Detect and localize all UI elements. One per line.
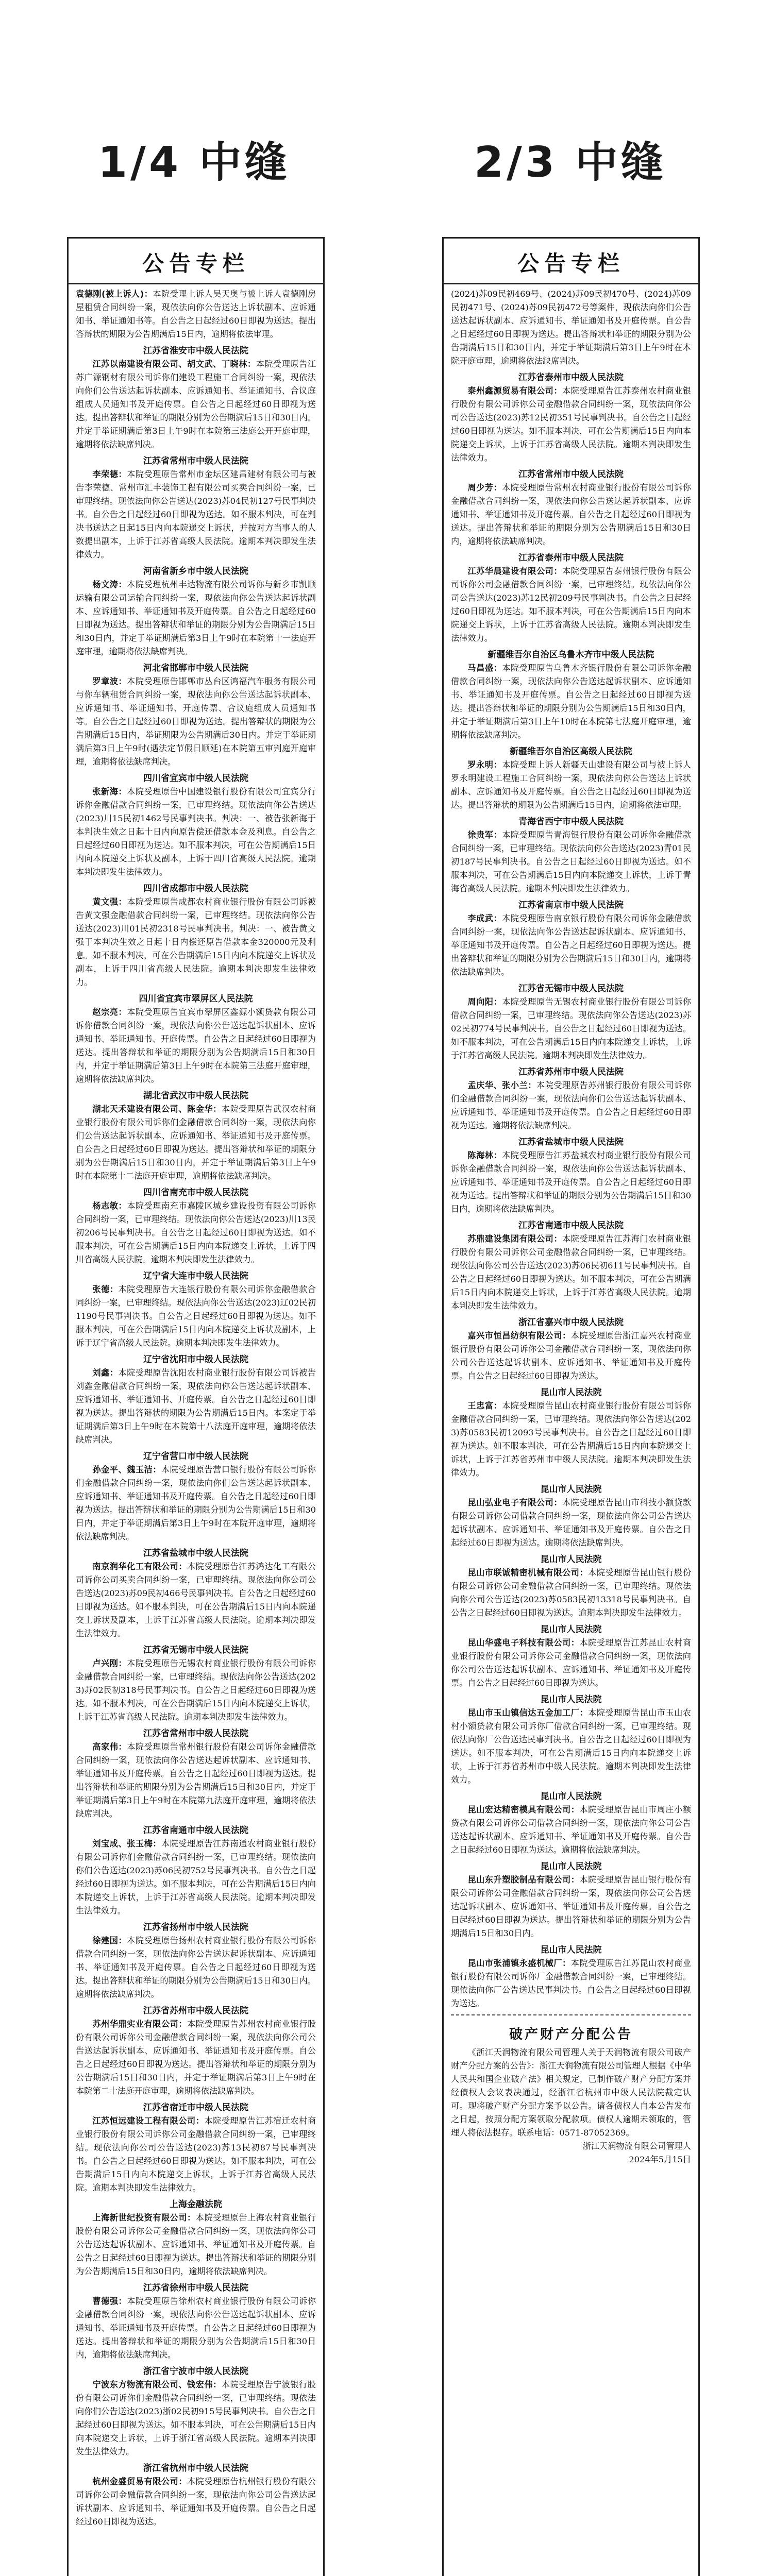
court-name: 青海省西宁市中级人民法院 bbox=[518, 817, 624, 827]
notice-addressee: 杨志敏： bbox=[92, 1201, 127, 1211]
notice-paragraph bbox=[451, 1803, 691, 1857]
notice-addressee: 周少芳： bbox=[467, 483, 502, 493]
court-name: 昆山市人民法院 bbox=[540, 1694, 602, 1705]
court-name: 江苏省盐城市中级人民法院 bbox=[518, 1137, 624, 1147]
notice-addressee: 湖北天禾建设有限公司、陈金华： bbox=[92, 1104, 222, 1114]
notice-paragraph bbox=[76, 895, 316, 989]
notice-item bbox=[451, 1623, 691, 1690]
notice-item bbox=[451, 1790, 691, 1857]
court-name: 昆山市人民法院 bbox=[540, 1484, 602, 1495]
special-notice-date: 2024年5月15日 bbox=[629, 2155, 691, 2164]
notice-body: 本院受理原告昆山银行股份有限公司诉你公司金融借款合同纠纷一案，现依法向你公司公告送达起诉状副本、应诉通知书、举证通知书及开庭传票。自公告之日起经过60日即视为送达。提出答辩状和举证的期限分别为公告期满后15日和30日内。 bbox=[451, 1875, 692, 1938]
notice-paragraph bbox=[76, 2211, 316, 2278]
gutter-label-left: 1/4 中缝 bbox=[98, 138, 290, 187]
notice-body: 本院受理原告常州市金坛区建昌建材有限公司与被告李荣德、常州市汇丰装饰工程有限公司买卖合同纠纷一案，已审理终结。现依法向你公告送达(2023)苏04民初127号民事判决书。自公告之日起经过60日即视为送达。如不服本判决，可在判决书送达之日起15日内向本院递交上诉状，并按对方当事人的人数提出副本，上诉于江苏省高级人民法院。逾期本判决即发生法律效力。 bbox=[76, 469, 316, 560]
notice-paragraph bbox=[451, 481, 691, 548]
notice-body: 本院受理原告大连银行股份有限公司诉你金融借款合同纠纷一案，已审理终结。现依法向你公告送达(2023)辽02民初1190号民事判决书。自公告之日起经过60日即视为送达。如不服本判决，可在公告期满后15日内向本院递交上诉状及副本，上诉于辽宁省高级人民法院。逾期本判决即发生法律效力。 bbox=[76, 1284, 316, 1348]
notice-body: 本院受理原告泰州银行股份有限公司诉你公司金融借款合同纠纷一案，已审理终结。现依法向你公司公告送达(2023)苏12民初209号民事判决书。自公告之日起经过60日即视为送达。如不服本判决，可在公告期满后15日内向本院递交上诉状，上诉于江苏省高级人民法院。逾期本判决即发生法律效力。 bbox=[451, 566, 692, 643]
notice-paragraph bbox=[76, 2378, 316, 2459]
notice-paragraph bbox=[76, 785, 316, 879]
notice-paragraph bbox=[76, 1103, 316, 1183]
notice-paragraph bbox=[76, 578, 316, 658]
notice-item bbox=[76, 344, 316, 451]
court-name: 江苏省宿迁市中级人民法院 bbox=[143, 2103, 248, 2113]
notice-column-left bbox=[67, 237, 325, 2576]
court-name: 浙江省嘉兴市中级人民法院 bbox=[518, 1317, 624, 1328]
notice-paragraph bbox=[76, 468, 316, 562]
notice-addressee: 昆山市联诚精密机械有限公司： bbox=[467, 1568, 589, 1578]
court-name: 浙江省杭州市中级人民法院 bbox=[143, 2463, 248, 2473]
notice-paragraph bbox=[451, 758, 691, 812]
court-name: 四川省宜宾市中级人民法院 bbox=[143, 773, 248, 784]
notice-addressee: 李成武： bbox=[467, 913, 502, 923]
notice-body: 本院受理南充市嘉陵区城乡建设投资有限公司诉你合同纠纷一案，已审理终结。现依法向你公告送达(2023)川13民初206号民事判决书。自公告之日起经过60日即视为送达。如不服本判决，可在公告期满后15日内向本院递交上诉状，上诉于四川省高级人民法院。逾期本判决即发生法律效力。 bbox=[76, 1201, 316, 1264]
gutter-label-right: 2/3 中缝 bbox=[474, 138, 666, 187]
notice-item bbox=[76, 287, 316, 341]
notice-item bbox=[451, 1219, 691, 1313]
notice-paragraph bbox=[76, 358, 316, 451]
notice-body: 本院受理原告昆山市科技小额贷款有限公司诉你公司借款合同纠纷一案，现依法向你公司公告送达起诉状副本、应诉通知书、举证通知书及开庭传票。自公告之日起经过60日即视为送达。逾期将依法缺席判决。 bbox=[451, 1498, 692, 1548]
notice-paragraph bbox=[451, 1232, 691, 1313]
notice-item bbox=[451, 1316, 691, 1383]
notice-item bbox=[76, 1547, 316, 1640]
notice-body: 本院受理原告江苏南通农村商业银行股份有限公司诉你们金融借款合同纠纷一案，已审理终结。现依法向你们公告送达(2023)苏06民初752号民事判决书。自公告之日起经过60日即视为送达。如不服本判决，可在公告期满后15日内向本院递交上诉状，上诉于江苏省高级人民法院。逾期本判决即发生法律效力。 bbox=[76, 1839, 316, 1916]
notice-body: 本院受理原告扬州农村商业银行股份有限公司诉你借款合同纠纷一案，现依法向你公告送达起诉状副本、应诉通知书、举证通知书及开庭传票。自公告之日起经过60日即视为送达。提出答辩状和举证的期限分别为公告期满后15日和30日内。逾期将依法缺席判决。 bbox=[76, 1936, 316, 1999]
court-name: 昆山市人民法院 bbox=[540, 1945, 602, 1955]
notice-body: 本院受理原告江苏昆山农村商业银行股份有限公司诉你公司金融借款合同纠纷一案，现依法向你公司公告送达起诉状副本、应诉通知书、举证通知书及开庭传票。自公告之日起经过60日即视为送达。 bbox=[451, 1638, 692, 1688]
notice-body: 本院受理原告乌鲁木齐银行股份有限公司诉你金融借款合同纠纷一案，现依法向你公告送达起诉状副本、应诉通知书、举证通知书及开庭传票。自公告之日起经过60日即视为送达。提出答辩状和举证的期限分别为公告期满后15日和30日内，并定于举证期满后第3日上午10时在本院第七法庭开庭审理，逾期将依法缺席判决。 bbox=[451, 663, 692, 740]
notice-item bbox=[451, 982, 691, 1062]
notice-paragraph bbox=[451, 384, 691, 465]
notice-body: 本院受理原告苏州农村商业银行股份有限公司诉你公司金融借款合同纠纷一案，现依法向你公司公告送达起诉状副本、应诉通知书、举证通知书及开庭传票。自公告之日起经过60日即视为送达。提出答辩状和举证的期限分别为公告期满后15日和30日内，并定于举证期满后第3日上午9时在本院第二十法庭开庭审理，逾期将依法缺席判决。 bbox=[76, 2019, 316, 2096]
notice-addressee: 昆山东升塑胶制品有限公司： bbox=[467, 1875, 580, 1885]
notice-item bbox=[76, 992, 316, 1086]
notice-paragraph bbox=[76, 2295, 316, 2362]
special-notice-signature: 浙江天润物流有限公司管理人 bbox=[582, 2141, 691, 2151]
notice-paragraph bbox=[76, 2475, 316, 2529]
notice-addressee: 杭州金盛贸易有限公司： bbox=[92, 2477, 188, 2486]
notice-paragraph bbox=[76, 1837, 316, 1918]
notice-addressee: 上海新世纪投资有限公司： bbox=[92, 2213, 196, 2223]
notice-addressee: 南京润华化工有限公司： bbox=[92, 1562, 188, 1571]
divider bbox=[451, 2014, 691, 2015]
notice-item bbox=[451, 551, 691, 645]
notice-paragraph bbox=[451, 1329, 691, 1383]
court-name: 上海金融法院 bbox=[170, 2199, 222, 2210]
notice-item bbox=[451, 1553, 691, 1620]
notice-body: 本院受理上诉人吴天奥与被上诉人袁德刚房屋租赁合同纠纷一案，现依法向你公告送达上诉状副本、应诉通知书、举证通知书等。自公告之日起经过60日即视为送达。提出答辩状的期限为公告期满后15日内，逾期将依法审理。 bbox=[76, 289, 316, 339]
notice-addressee: 徐贵军： bbox=[467, 830, 502, 840]
notice-item bbox=[76, 2462, 316, 2529]
notice-item bbox=[76, 454, 316, 562]
notice-body: 本院受理原告无锡农村商业银行股份有限公司诉你金融借款合同纠纷一案，已审理终结。现依法向你公告送达(2023)苏02民初318号民事判决书。自公告之日起经过60日即视为送达。如不服本判决，可在公告期满后15日内向本院递交上诉状，上诉于江苏省高级人民法院。逾期本判决即发生法律效力。 bbox=[76, 1658, 316, 1722]
court-name: 四川省南充市中级人民法院 bbox=[143, 1188, 248, 1198]
court-name: 江苏省南通市中级人民法院 bbox=[518, 1221, 624, 1231]
court-name: 湖北省武汉市中级人民法院 bbox=[143, 1091, 248, 1101]
notice-body: 本院受理原告昆山银行股份有限公司诉你公司金融借款合同纠纷一案，已审理终结。现依法向你公司公告送达(2023)苏0583民初13318号民事判决书。自公告之日起经过60日即视为送达。逾期本判决即发生法律效力。 bbox=[451, 1568, 692, 1618]
notice-addressee: 宁波东方物流有限公司、钱宏伟： bbox=[92, 2380, 222, 2389]
court-name: 江苏省常州市中级人民法院 bbox=[143, 456, 248, 466]
notice-paragraph bbox=[451, 1496, 691, 1550]
notice-item bbox=[451, 815, 691, 895]
court-name: 江苏省无锡市中级人民法院 bbox=[518, 984, 624, 994]
notice-addressee: 昆山市玉山镇信达五金加工厂： bbox=[467, 1708, 589, 1718]
notice-addressee: 周向阳： bbox=[467, 997, 502, 1007]
notice-addressee: 卢兴刚： bbox=[92, 1658, 127, 1668]
notice-body: 本院受理原告江苏广源钢材有限公司诉你们建设工程施工合同纠纷一案，现依法向你们公告送达起诉状副本、应诉通知书、举证通知书、合议庭组成人员通知书及开庭传票。自公告之日起经过60日即视为送达。提出答辩状和举证的期限分别为公告期满后15日和30日内。并定于举证期满后第3日上午9时在本院第三法庭公开开庭审理，逾期将依法缺席判决。 bbox=[76, 359, 316, 449]
notice-list bbox=[451, 287, 691, 2010]
notice-item bbox=[451, 899, 691, 979]
notice-item bbox=[76, 2198, 316, 2278]
notice-paragraph bbox=[451, 1873, 691, 1940]
court-name: 江苏省南京市中级人民法院 bbox=[518, 900, 624, 910]
notice-body: 本院受理原告常州农村商业银行股份有限公司诉你金融借款合同纠纷一案，现依法向你公告送达起诉状副本、应诉通知书、举证通知书及开庭传票。自公告之日起经过60日即视为送达。提出答辩状和举证的期限分别为公告期满后15日和30日内，逾期将依法缺席判决。 bbox=[451, 483, 692, 546]
court-name: 江苏省苏州市中级人民法院 bbox=[143, 2006, 248, 2016]
notice-item bbox=[76, 662, 316, 769]
court-name: 江苏省常州市中级人民法院 bbox=[143, 1728, 248, 1739]
court-name: 江苏省徐州市中级人民法院 bbox=[143, 2283, 248, 2293]
notice-body: 本院受理原告无锡农村商业银行股份有限公司诉你借款合同纠纷一案，已审理终结。现依法向你公告送达(2023)苏02民初774号民事判决书。自公告之日起经过60日即视为送达。如不服本判决，可在公告期满后15日内向本院递交上诉状，上诉于江苏省高级人民法院。逾期本判决即发生法律效力。 bbox=[451, 997, 692, 1060]
court-name: 辽宁省沈阳市中级人民法院 bbox=[143, 1354, 248, 1365]
notice-addressee: 张新海： bbox=[92, 787, 127, 796]
special-notice-body: 《浙江天润物流有限公司管理人关于天润物流有限公司破产财产分配方案的公告》：浙江天润物流有限公司管理人根据《中华人民共和国企业破产法》相关规定，已制作破产财产分配方案并经债权人会议表决通过，经浙江省杭州市中级人民法院裁定认可。现将破产财产分配方案予以公告。请各债权人自本公告发布之日起，按照分配方案领取分配款项。债权人逾期未领取的，管理人将依法提存。联系电话：0571-87052369。 bbox=[451, 2047, 691, 2138]
notice-body: 本院受理上诉人新疆天山建设有限公司与被上诉人罗永明建设工程施工合同纠纷一案，现依法向你公告送达上诉状副本、应诉通知书及开庭传票。自公告之日起经过60日即视为送达。提出答辩状的期限为公告期满后15日内，逾期将依法审理。 bbox=[451, 760, 692, 810]
court-name: 江苏省泰州市中级人民法院 bbox=[518, 372, 624, 383]
notice-item bbox=[451, 468, 691, 548]
court-name: 昆山市人民法院 bbox=[540, 1554, 602, 1565]
notice-addressee: 刘宝成、张玉梅： bbox=[92, 1839, 161, 1849]
notice-body: 本院受理原告中国建设银行股份有限公司宜宾分行诉你金融借款合同纠纷一案，已审理终结。现依法向你公告送达(2023)川15民初1462号民事判决书。判决：一、被告张新海于本判决生效之日起十日内向原告偿还借款本金及利息。自公告之日起经过60日即视为送达。如不服本判决，可在公告期满后15日内向本院递交上诉状及副本，上诉于四川省高级人民法院。逾期本判决即发生法律效力。 bbox=[76, 787, 316, 877]
court-name: 河南省新乡市中级人民法院 bbox=[143, 566, 248, 577]
notice-list bbox=[76, 287, 316, 2529]
notice-paragraph bbox=[76, 1366, 316, 1447]
notice-paragraph bbox=[451, 1636, 691, 1690]
notice-body: 本院受理原告江苏宿迁农村商业银行股份有限公司诉你公司金融借款合同纠纷一案，已审理终结。现依法向你公司公告送达(2023)苏13民初87号民事判决书。自公告之日起经过60日即视为送达。如不服本判决，可在公告期满后15日内向本院递交上诉状，上诉于江苏省高级人民法院。逾期本判决即发生法律效力。 bbox=[76, 2116, 316, 2193]
notice-body: (2024)苏09民初469号、(2024)苏09民初470号、(2024)苏09民初471号、(2024)苏09民初472号等案件，现依法向你们公告送达起诉状副本、应诉通知书、举证通知书及开庭传票。自公告之日起经过60日即视为送达。提出答辩状和举证的期限分别为公告期满后15日和30日内，并定于举证期满后第3日上午9时在本院开庭审理，逾期将依法缺席判决。 bbox=[451, 289, 691, 366]
notice-addressee: 陈海林： bbox=[467, 1150, 502, 1160]
notice-item bbox=[451, 1386, 691, 1480]
court-name: 江苏省淮安市中级人民法院 bbox=[143, 346, 248, 356]
special-notice-title: 破产财产分配公告 bbox=[509, 2027, 633, 2042]
notice-addressee: 张德： bbox=[92, 1284, 119, 1294]
court-name: 江苏省盐城市中级人民法院 bbox=[143, 1548, 248, 1558]
special-notice bbox=[451, 2046, 691, 2166]
court-name: 昆山市人民法院 bbox=[540, 1624, 602, 1635]
notice-body: 本院受理原告武汉农村商业银行股份有限公司诉你们金融借款合同纠纷一案，现依法向你们公告送达起诉状副本、应诉通知书、举证通知书及开庭传票。自公告之日起经过60日即视为送达。提出答辩状和举证的期限分别为公告期满后15日和30日内，并定于举证期满后第3日上午9时在本院第十二法庭开庭审理，逾期将依法缺席判决。 bbox=[76, 1104, 316, 1181]
notice-item bbox=[76, 2281, 316, 2362]
court-name: 江苏省常州市中级人民法院 bbox=[518, 469, 624, 480]
court-name: 江苏省苏州市中级人民法院 bbox=[518, 1067, 624, 1077]
notice-body: 本院受理原告成都农村商业银行股份有限公司诉被告黄文强金融借款合同纠纷一案，已审理终结。现依法向你公告送达(2023)川01民初2318号民事判决书。判决：一、被告黄文强于本判决生效之日起十日内偿还原告借款本金320000元及利息。如不服本判决，可在公告期满后15日内向本院递交上诉状及副本，上诉于四川省高级人民法院。逾期本判决即发生法律效力。 bbox=[76, 897, 316, 987]
notice-item bbox=[76, 1727, 316, 1821]
notice-addressee: 孟庆华、张小兰： bbox=[467, 1080, 536, 1090]
notice-body: 本院受理原告昆山市周庄小额贷款有限公司诉你公司借款合同纠纷一案，现依法向你公司公告送达起诉状副本、应诉通知书、举证通知书及开庭传票。自公告之日起经过60日即视为送达。逾期将依法缺席判决。 bbox=[451, 1805, 692, 1855]
notice-item bbox=[76, 2101, 316, 2195]
notice-addressee: 曹德强： bbox=[92, 2296, 127, 2306]
notice-body: 本院受理原告浙江嘉兴农村商业银行股份有限公司诉你公司金融借款合同纠纷一案，现依法向你公司公告送达起诉状副本、应诉通知书、举证通知书及开庭传票。自公告之日起经过60日即视为送达。 bbox=[451, 1331, 692, 1381]
notice-paragraph bbox=[451, 1566, 691, 1620]
notice-paragraph bbox=[76, 287, 316, 341]
court-name: 浙江省宁波市中级人民法院 bbox=[143, 2366, 248, 2377]
notice-addressee: 刘鑫： bbox=[92, 1368, 119, 1378]
notice-addressee: 苏州华鼎实业有限公司： bbox=[92, 2019, 188, 2029]
notice-item bbox=[76, 1089, 316, 1183]
notice-paragraph bbox=[76, 675, 316, 769]
notice-body: 本院受理原告邯郸市丛台区鸿福汽车服务有限公司与你车辆租赁合同纠纷一案，现依法向你公告送达起诉状副本、应诉通知书、举证通知书、开庭传票、合议庭组成人员通知书等。自公告之日起经过60日即视为送达。提出答辩状的期限为公告期满后15日内，举证期限为公告期满后30日内。并定于举证期满后第3日上午9时(遇法定节假日顺延)在本院第五审判庭开庭审理，逾期将依法缺席判决。 bbox=[76, 676, 316, 767]
notice-addressee: 嘉兴市恒昌纺织有限公司： bbox=[467, 1331, 571, 1341]
notice-body: 本院受理原告营口银行股份有限公司诉你们金融借款合同纠纷一案，现依法向你们公告送达起诉状副本、应诉通知书、举证通知书及开庭传票。自公告之日起经过60日即视为送达。提出答辩状和举证的期限分别为公告期满后15日和30日内，并定于举证期满后第3日上午9时在本院开庭审理，逾期将依法缺席判决。 bbox=[76, 1465, 316, 1541]
notice-item bbox=[451, 1860, 691, 1940]
notice-paragraph bbox=[76, 1560, 316, 1640]
notice-item bbox=[451, 1065, 691, 1132]
notice-body: 本院受理杭州丰达物流有限公司诉你与新乡市凯顺运输有限公司运输合同纠纷一案，现依法向你公告送达起诉状副本、应诉通知书、举证通知书及开庭传票。自公告之日起经过60日即视为送达。提出答辩状和举证的期限分别为公告期满后15日和30日内，并定于举证期满后第3日上午9时在本院第十一法庭开庭审理，逾期将依法缺席判决。 bbox=[76, 580, 316, 656]
notice-body: 本院受理原告苏州银行股份有限公司诉你们金融借款合同纠纷一案，现依法向你们公告送达起诉状副本、应诉通知书、举证通知书及开庭传票。自公告之日起经过60日即视为送达。逾期将依法缺席判决。 bbox=[451, 1080, 692, 1130]
notice-column-right bbox=[442, 237, 700, 2576]
column-header: 公告专栏 bbox=[69, 243, 323, 284]
notice-body: 本院受理原告江苏昆山农村商业银行股份有限公司诉你厂金融借款合同纠纷一案，已审理终结。现依法向你厂公告送达民事判决书。自公告之日起经过60日即视为送达。 bbox=[451, 1958, 692, 2008]
notice-addressee: 李荣德： bbox=[92, 469, 127, 479]
notice-item bbox=[76, 2365, 316, 2459]
column-header: 公告专栏 bbox=[444, 243, 698, 284]
notice-body: 本院受理原告常州银行股份有限公司诉你金融借款合同纠纷一案，现依法向你公告送达起诉状副本、应诉通知书、举证通知书及开庭传票。自公告之日起经过60日即视为送达。提出答辩状和举证的期限分别为公告期满后15日和30日内，并定于举证期满后第3日上午9时在本院第九法庭开庭审理，逾期将依法缺席判决。 bbox=[76, 1742, 316, 1819]
notice-item bbox=[76, 1450, 316, 1544]
notice-body: 本院受理原告江苏鸿达化工有限公司诉你公司买卖合同纠纷一案，已审理终结。现依法向你公司公告送达(2023)苏09民初466号民事判决书。自公告之日起经过60日即视为送达。如不服本判决，可在公告期满后15日内向本院递交上诉状及副本，上诉于江苏省高级人民法院。逾期本判决即发生法律效力。 bbox=[76, 1562, 316, 1638]
notice-body: 本院受理原告杭州银行股份有限公司诉你公司金融借款合同纠纷一案，现依法向你公司公告送达起诉状副本、应诉通知书、举证通知书及开庭传票。自公告之日起经过60日即视为送达。 bbox=[76, 2477, 316, 2527]
notice-paragraph bbox=[76, 1283, 316, 1350]
notice-item bbox=[76, 772, 316, 879]
notice-addressee: 江苏以南建设有限公司、胡文武、丁晓林： bbox=[92, 359, 256, 369]
notice-item bbox=[76, 882, 316, 989]
notice-addressee: 江苏恒远建设工程有限公司： bbox=[92, 2116, 205, 2126]
notice-paragraph bbox=[76, 1934, 316, 2001]
notice-addressee: 袁德刚(被上诉人)： bbox=[76, 289, 153, 299]
notice-body: 本院受理原告昆山市玉山农村小额贷款有限公司诉你厂借款合同纠纷一案，已审理终结。现依法向你厂公告送达民事判决书。自公告之日起经过60日即视为送达。如不服本判决，可在公告期满后15日内向本院递交上诉状，上诉于江苏省苏州市中级人民法院。逾期本判决即发生法律效力。 bbox=[451, 1708, 692, 1785]
court-name: 昆山市人民法院 bbox=[540, 1791, 602, 1802]
notice-item bbox=[451, 371, 691, 465]
notice-paragraph bbox=[451, 1079, 691, 1132]
notice-paragraph bbox=[76, 1463, 316, 1544]
notice-body: 本院受理原告沈阳农村商业银行股份有限公司诉被告刘鑫金融借款合同纠纷一案，现依法向你公告送达起诉状副本、应诉通知书、举证通知书、开庭传票。自公告之日起经过60日即视为送达。提出答辩状的期限为公告期满后15日内。本案定于举证期满后第3日上午9时在本院第十八法庭开庭审理，逾期将依法缺席判决。 bbox=[76, 1368, 316, 1445]
notice-body: 本院受理原告江苏泰州农村商业银行股份有限公司诉你公司金融借款合同纠纷一案，现依法向你公司公告送达(2023)苏12民初351号民事判决书。自公告之日起经过60日即视为送达。如不服本判决，可在公告期满后15日内向本院递交上诉状，上诉于江苏省高级人民法院。逾期本判决即发生法律效力。 bbox=[451, 386, 692, 463]
notice-item bbox=[451, 1943, 691, 2010]
notice-item bbox=[76, 1353, 316, 1447]
notice-item bbox=[451, 745, 691, 812]
notice-body: 本院受理原告青海银行股份有限公司诉你金融借款合同纠纷一案，已审理终结。现依法向你公告送达(2023)青01民初187号民事判决书。自公告之日起经过60日即视为送达。如不服本判决，可在公告期满后15日内向本院递交上诉状，上诉于青海省高级人民法院。逾期本判决即发生法律效力。 bbox=[451, 830, 692, 893]
notice-paragraph bbox=[451, 828, 691, 895]
court-name: 江苏省南通市中级人民法院 bbox=[143, 1825, 248, 1836]
notice-paragraph bbox=[76, 1006, 316, 1086]
court-name: 河北省邯郸市中级人民法院 bbox=[143, 663, 248, 673]
notice-item bbox=[76, 1824, 316, 1918]
notice-paragraph bbox=[451, 287, 691, 368]
notice-item bbox=[76, 1643, 316, 1724]
notice-addressee: 苏鼎建设集团有限公司： bbox=[467, 1234, 563, 1244]
notice-addressee: 高家伟： bbox=[92, 1742, 127, 1752]
notice-paragraph bbox=[76, 2114, 316, 2195]
court-name: 新疆维吾尔自治区乌鲁木齐市中级人民法院 bbox=[488, 650, 654, 660]
notice-item bbox=[451, 1693, 691, 1787]
notice-addressee: 昆山弘业电子有限公司： bbox=[467, 1498, 563, 1507]
notice-item bbox=[76, 2004, 316, 2098]
notice-body: 本院受理原告宜宾市翠屏区鑫源小额贷款有限公司诉你借款合同纠纷一案，现依法向你公告送达起诉状副本、应诉通知书、举证通知书、开庭传票。自公告之日起经过60日即视为送达。提出答辩状和举证的期限分别为公告期满后15日和30日内，并定于举证期满后第3日上午9时在本院第三法庭开庭审理，逾期将依法缺席判决。 bbox=[76, 1007, 316, 1084]
notice-paragraph bbox=[451, 1706, 691, 1787]
notice-item bbox=[451, 1136, 691, 1216]
court-name: 昆山市人民法院 bbox=[540, 1387, 602, 1398]
notice-addressee: 徐建国： bbox=[92, 1936, 127, 1945]
notice-body: 本院受理原告昆山农村商业银行股份有限公司诉你金融借款合同纠纷一案，已审理终结。现依法向你公告送达(2023)苏0583民初12093号民事判决书。自公告之日起经过60日即视为送达。如不服本判决，可在公告期满后15日内向本院递交上诉状，上诉于江苏省苏州市中级人民法院。逾期本判决即发生法律效力。 bbox=[451, 1401, 692, 1478]
court-name: 昆山市人民法院 bbox=[540, 1861, 602, 1872]
court-name: 江苏省扬州市中级人民法院 bbox=[143, 1922, 248, 1933]
notice-addressee: 昆山华盛电子科技有限公司： bbox=[467, 1638, 580, 1648]
notice-addressee: 昆山市张浦镇永盛机械厂： bbox=[467, 1958, 571, 1968]
notice-paragraph bbox=[451, 1957, 691, 2010]
notice-paragraph bbox=[76, 2018, 316, 2098]
court-name: 四川省成都市中级人民法院 bbox=[143, 884, 248, 894]
notice-item bbox=[76, 1921, 316, 2001]
notice-paragraph bbox=[451, 565, 691, 645]
notice-paragraph bbox=[451, 912, 691, 979]
notice-paragraph bbox=[451, 1149, 691, 1216]
notice-item bbox=[451, 287, 691, 368]
notice-paragraph bbox=[76, 1657, 316, 1724]
court-name: 新疆维吾尔自治区高级人民法院 bbox=[510, 747, 632, 757]
notice-body: 本院受理原告南京银行股份有限公司诉你金融借款合同纠纷一案，现依法向你公告送达起诉状副本、应诉通知书、举证通知书及开庭传票。自公告之日起经过60日即视为送达。提出答辩状和举证的期限分别为公告期满后15日和30日内，逾期将依法缺席判决。 bbox=[451, 913, 692, 977]
notice-body: 本院受理原告江苏盐城农村商业银行股份有限公司诉你金融借款合同纠纷一案，现依法向你公告送达起诉状副本、应诉通知书、举证通知书及开庭传票。自公告之日起经过60日即视为送达。提出答辩状和举证的期限分别为公告期满后15日和30日内，逾期将依法缺席判决。 bbox=[451, 1150, 692, 1214]
notice-paragraph bbox=[76, 1740, 316, 1821]
notice-item bbox=[76, 1269, 316, 1350]
notice-item bbox=[76, 565, 316, 658]
notice-addressee: 江苏华晨建设有限公司： bbox=[467, 566, 563, 576]
notice-addressee: 赵宗亮： bbox=[92, 1007, 127, 1017]
court-name: 辽宁省营口市中级人民法院 bbox=[143, 1451, 248, 1462]
notice-addressee: 昆山宏达精密模具有限公司： bbox=[467, 1805, 580, 1815]
notice-item bbox=[451, 1483, 691, 1550]
notice-body: 本院受理原告江苏海门农村商业银行股份有限公司诉你公司金融借款合同纠纷一案，已审理终结。现依法向你公司公告送达(2023)苏06民初611号民事判决书。自公告之日起经过60日即视为送达。如不服本判决，可在公告期满后15日内向本院递交上诉状，上诉于江苏省高级人民法院。逾期本判决即发生法律效力。 bbox=[451, 1234, 692, 1311]
court-name: 江苏省泰州市中级人民法院 bbox=[518, 553, 624, 563]
notice-addressee: 泰州鑫源贸易有限公司： bbox=[467, 386, 563, 396]
notice-body: 本院受理原告上海农村商业银行股份有限公司诉你公司金融借款合同纠纷一案，现依法向你公司公告送达起诉状副本、应诉通知书、举证通知书及开庭传票。自公告之日起经过60日即视为送达。提出答辩状和举证的期限分别为公告期满后15日和30日内，逾期将依法缺席判决。 bbox=[76, 2213, 316, 2276]
notice-addressee: 王忠富： bbox=[467, 1401, 502, 1411]
notice-body: 本院受理原告徐州农村商业银行股份有限公司诉你金融借款合同纠纷一案，现依法向你公告送达起诉状副本、应诉通知书、举证通知书及开庭传票。自公告之日起经过60日即视为送达。提出答辩状和举证的期限分别为公告期满后15日和30日内，逾期将依法缺席判决。 bbox=[76, 2296, 316, 2360]
notice-addressee: 马昌盛： bbox=[467, 663, 502, 673]
notice-paragraph bbox=[451, 995, 691, 1062]
notice-addressee: 孙金平、魏玉洁： bbox=[92, 1465, 161, 1475]
notice-paragraph bbox=[451, 662, 691, 742]
notice-paragraph bbox=[451, 1399, 691, 1480]
notice-body: 本院受理原告宁波银行股份有限公司诉你们金融借款合同纠纷一案，已审理终结。现依法向你们公告送达(2023)浙02民初915号民事判决书。自公告之日起经过60日即视为送达。如不服本判决，可在公告期满后15日内向本院递交上诉状，上诉于浙江省高级人民法院。逾期本判决即发生法律效力。 bbox=[76, 2380, 316, 2456]
notice-item bbox=[451, 648, 691, 742]
court-name: 四川省宜宾市翠屏区人民法院 bbox=[139, 994, 253, 1004]
notice-addressee: 罗永明： bbox=[467, 760, 502, 770]
notice-paragraph bbox=[76, 1199, 316, 1266]
court-name: 江苏省无锡市中级人民法院 bbox=[143, 1645, 248, 1655]
notice-item bbox=[76, 1186, 316, 1266]
notice-addressee: 杨文涛： bbox=[92, 580, 127, 589]
court-name: 辽宁省大连市中级人民法院 bbox=[143, 1271, 248, 1281]
notice-addressee: 黄文强： bbox=[92, 897, 127, 907]
notice-addressee: 罗章波： bbox=[92, 676, 127, 686]
